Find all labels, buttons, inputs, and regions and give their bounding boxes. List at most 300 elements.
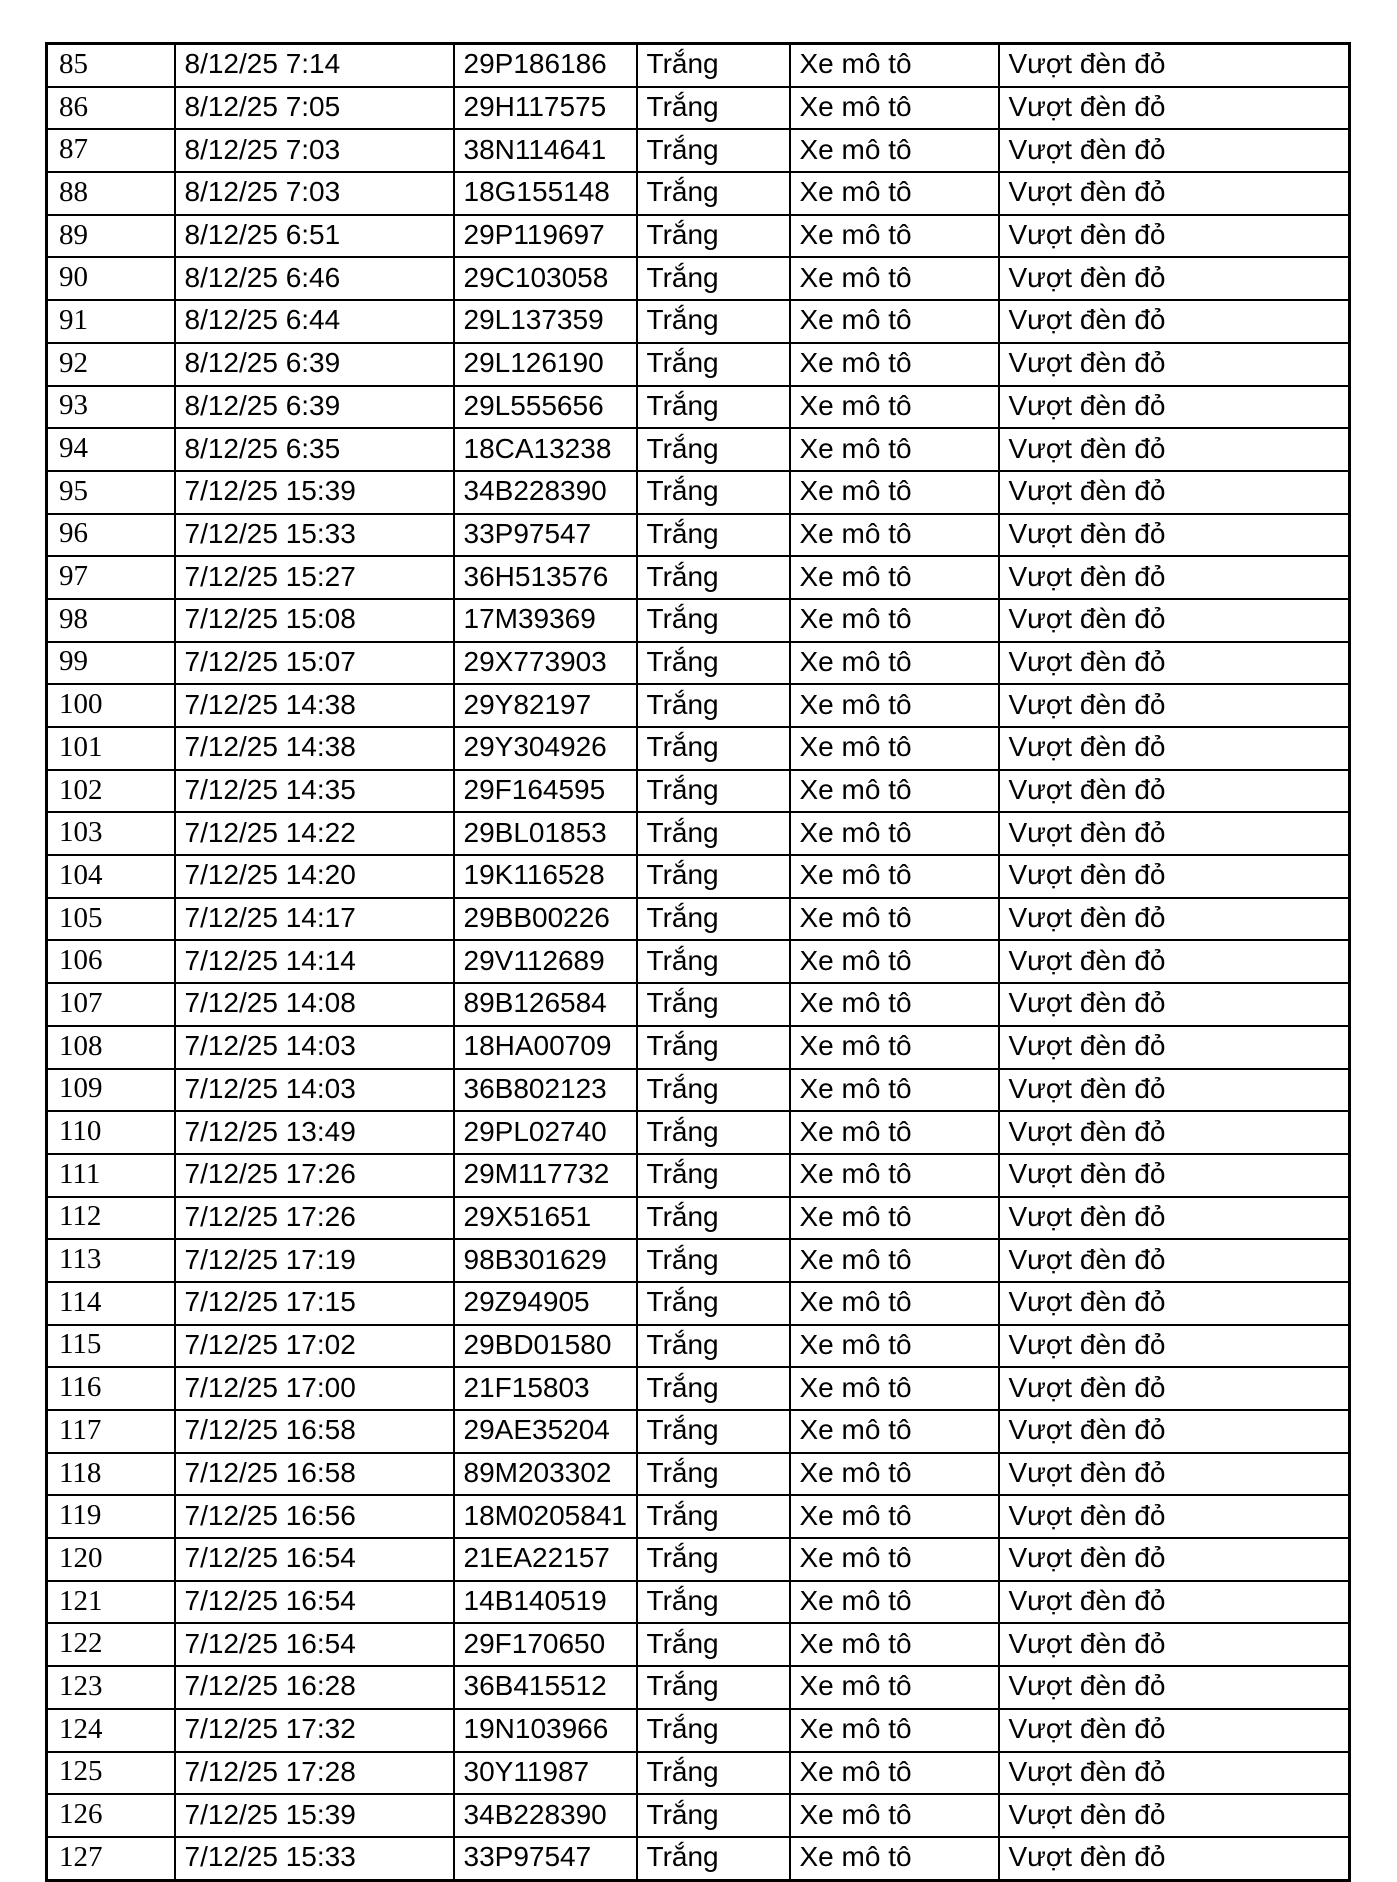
cell-color: Trắng <box>637 1282 790 1325</box>
cell-datetime: 7/12/25 17:26 <box>175 1154 454 1197</box>
cell-stt: 94 <box>47 428 175 471</box>
cell-datetime: 7/12/25 14:20 <box>175 855 454 898</box>
table-row <box>47 1026 1350 1069</box>
cell-plate: 29X773903 <box>454 642 637 685</box>
cell-violation: Vượt đèn đỏ <box>999 1197 1350 1240</box>
table-row <box>47 1666 1350 1709</box>
cell-violation: Vượt đèn đỏ <box>999 940 1350 983</box>
table-row <box>47 257 1350 300</box>
cell-vehicle: Xe mô tô <box>790 1752 999 1795</box>
cell-stt: 95 <box>47 471 175 514</box>
cell-violation: Vượt đèn đỏ <box>999 1026 1350 1069</box>
cell-violation: Vượt đèn đỏ <box>999 129 1350 172</box>
cell-vehicle: Xe mô tô <box>790 1794 999 1837</box>
cell-violation: Vượt đèn đỏ <box>999 1325 1350 1368</box>
cell-stt: 87 <box>47 129 175 172</box>
cell-vehicle: Xe mô tô <box>790 1367 999 1410</box>
cell-vehicle: Xe mô tô <box>790 1154 999 1197</box>
cell-plate: 34B228390 <box>454 1794 637 1837</box>
cell-color: Trắng <box>637 1239 790 1282</box>
cell-color: Trắng <box>637 44 790 87</box>
cell-vehicle: Xe mô tô <box>790 898 999 941</box>
cell-color: Trắng <box>637 386 790 429</box>
cell-vehicle: Xe mô tô <box>790 1581 999 1624</box>
cell-stt: 126 <box>47 1794 175 1837</box>
table-row <box>47 898 1350 941</box>
cell-color: Trắng <box>637 599 790 642</box>
cell-plate: 29C103058 <box>454 257 637 300</box>
cell-color: Trắng <box>637 129 790 172</box>
table-row <box>47 1837 1350 1880</box>
cell-color: Trắng <box>637 514 790 557</box>
cell-stt: 121 <box>47 1581 175 1624</box>
cell-vehicle: Xe mô tô <box>790 983 999 1026</box>
cell-violation: Vượt đèn đỏ <box>999 812 1350 855</box>
cell-violation: Vượt đèn đỏ <box>999 599 1350 642</box>
cell-plate: 29BB00226 <box>454 898 637 941</box>
cell-vehicle: Xe mô tô <box>790 44 999 87</box>
cell-datetime: 7/12/25 17:02 <box>175 1325 454 1368</box>
cell-violation: Vượt đèn đỏ <box>999 1794 1350 1837</box>
cell-stt: 102 <box>47 770 175 813</box>
cell-stt: 111 <box>47 1154 175 1197</box>
cell-color: Trắng <box>637 1410 790 1453</box>
cell-color: Trắng <box>637 556 790 599</box>
cell-vehicle: Xe mô tô <box>790 599 999 642</box>
table-row <box>47 129 1350 172</box>
cell-color: Trắng <box>637 684 790 727</box>
cell-vehicle: Xe mô tô <box>790 1495 999 1538</box>
cell-violation: Vượt đèn đỏ <box>999 514 1350 557</box>
cell-plate: 33P97547 <box>454 1837 637 1880</box>
cell-violation: Vượt đèn đỏ <box>999 983 1350 1026</box>
cell-datetime: 8/12/25 6:51 <box>175 215 454 258</box>
cell-vehicle: Xe mô tô <box>790 471 999 514</box>
cell-plate: 17M39369 <box>454 599 637 642</box>
cell-plate: 19K116528 <box>454 855 637 898</box>
cell-plate: 29Z94905 <box>454 1282 637 1325</box>
cell-plate: 29L555656 <box>454 386 637 429</box>
table-row <box>47 855 1350 898</box>
cell-violation: Vượt đèn đỏ <box>999 87 1350 130</box>
cell-stt: 114 <box>47 1282 175 1325</box>
cell-datetime: 7/12/25 16:54 <box>175 1623 454 1666</box>
cell-color: Trắng <box>637 428 790 471</box>
cell-stt: 115 <box>47 1325 175 1368</box>
cell-datetime: 8/12/25 6:39 <box>175 386 454 429</box>
cell-violation: Vượt đèn đỏ <box>999 343 1350 386</box>
cell-violation: Vượt đèn đỏ <box>999 1623 1350 1666</box>
cell-violation: Vượt đèn đỏ <box>999 855 1350 898</box>
cell-vehicle: Xe mô tô <box>790 770 999 813</box>
table-row <box>47 386 1350 429</box>
cell-plate: 18G155148 <box>454 172 637 215</box>
cell-plate: 38N114641 <box>454 129 637 172</box>
cell-vehicle: Xe mô tô <box>790 1197 999 1240</box>
cell-vehicle: Xe mô tô <box>790 855 999 898</box>
table-body <box>47 44 1350 1881</box>
cell-vehicle: Xe mô tô <box>790 812 999 855</box>
cell-vehicle: Xe mô tô <box>790 1538 999 1581</box>
cell-color: Trắng <box>637 855 790 898</box>
cell-color: Trắng <box>637 940 790 983</box>
cell-plate: 29F164595 <box>454 770 637 813</box>
cell-color: Trắng <box>637 1325 790 1368</box>
cell-vehicle: Xe mô tô <box>790 1111 999 1154</box>
cell-stt: 124 <box>47 1709 175 1752</box>
cell-color: Trắng <box>637 87 790 130</box>
cell-vehicle: Xe mô tô <box>790 1026 999 1069</box>
cell-violation: Vượt đèn đỏ <box>999 386 1350 429</box>
cell-plate: 36H513576 <box>454 556 637 599</box>
cell-plate: 29Y304926 <box>454 727 637 770</box>
cell-color: Trắng <box>637 727 790 770</box>
cell-stt: 86 <box>47 87 175 130</box>
cell-vehicle: Xe mô tô <box>790 172 999 215</box>
table-row <box>47 471 1350 514</box>
cell-plate: 29P119697 <box>454 215 637 258</box>
cell-color: Trắng <box>637 812 790 855</box>
cell-vehicle: Xe mô tô <box>790 727 999 770</box>
cell-violation: Vượt đèn đỏ <box>999 1837 1350 1880</box>
cell-stt: 100 <box>47 684 175 727</box>
cell-vehicle: Xe mô tô <box>790 300 999 343</box>
cell-datetime: 7/12/25 14:14 <box>175 940 454 983</box>
cell-datetime: 7/12/25 15:39 <box>175 1794 454 1837</box>
cell-stt: 97 <box>47 556 175 599</box>
cell-stt: 92 <box>47 343 175 386</box>
cell-color: Trắng <box>637 1709 790 1752</box>
table-row <box>47 1069 1350 1112</box>
cell-datetime: 7/12/25 15:27 <box>175 556 454 599</box>
cell-datetime: 8/12/25 7:14 <box>175 44 454 87</box>
table-row <box>47 727 1350 770</box>
table-row <box>47 1325 1350 1368</box>
cell-violation: Vượt đèn đỏ <box>999 1367 1350 1410</box>
cell-stt: 120 <box>47 1538 175 1581</box>
table-row <box>47 770 1350 813</box>
table-row <box>47 1367 1350 1410</box>
cell-color: Trắng <box>637 1666 790 1709</box>
cell-datetime: 7/12/25 14:38 <box>175 727 454 770</box>
cell-datetime: 7/12/25 14:03 <box>175 1069 454 1112</box>
table-row <box>47 599 1350 642</box>
cell-stt: 118 <box>47 1453 175 1496</box>
cell-violation: Vượt đèn đỏ <box>999 770 1350 813</box>
cell-plate: 30Y11987 <box>454 1752 637 1795</box>
cell-vehicle: Xe mô tô <box>790 642 999 685</box>
cell-violation: Vượt đèn đỏ <box>999 300 1350 343</box>
cell-datetime: 7/12/25 16:54 <box>175 1538 454 1581</box>
cell-color: Trắng <box>637 257 790 300</box>
table-row <box>47 1410 1350 1453</box>
cell-color: Trắng <box>637 1581 790 1624</box>
table-row <box>47 940 1350 983</box>
cell-plate: 29L126190 <box>454 343 637 386</box>
cell-stt: 119 <box>47 1495 175 1538</box>
table-row <box>47 1282 1350 1325</box>
cell-color: Trắng <box>637 983 790 1026</box>
cell-datetime: 7/12/25 17:19 <box>175 1239 454 1282</box>
table-row <box>47 1453 1350 1496</box>
table-row <box>47 343 1350 386</box>
table-row <box>47 1794 1350 1837</box>
cell-plate: 29P186186 <box>454 44 637 87</box>
cell-datetime: 7/12/25 16:54 <box>175 1581 454 1624</box>
cell-violation: Vượt đèn đỏ <box>999 1495 1350 1538</box>
cell-plate: 29X51651 <box>454 1197 637 1240</box>
cell-stt: 109 <box>47 1069 175 1112</box>
cell-color: Trắng <box>637 898 790 941</box>
cell-vehicle: Xe mô tô <box>790 1623 999 1666</box>
table-row <box>47 1623 1350 1666</box>
cell-plate: 98B301629 <box>454 1239 637 1282</box>
cell-violation: Vượt đèn đỏ <box>999 215 1350 258</box>
table-row <box>47 642 1350 685</box>
cell-datetime: 7/12/25 17:26 <box>175 1197 454 1240</box>
cell-plate: 36B802123 <box>454 1069 637 1112</box>
table-row <box>47 1111 1350 1154</box>
table-row <box>47 684 1350 727</box>
cell-stt: 103 <box>47 812 175 855</box>
cell-vehicle: Xe mô tô <box>790 1410 999 1453</box>
cell-plate: 34B228390 <box>454 471 637 514</box>
cell-violation: Vượt đèn đỏ <box>999 1069 1350 1112</box>
cell-datetime: 8/12/25 6:46 <box>175 257 454 300</box>
cell-datetime: 7/12/25 15:39 <box>175 471 454 514</box>
cell-color: Trắng <box>637 1495 790 1538</box>
cell-datetime: 7/12/25 15:08 <box>175 599 454 642</box>
cell-vehicle: Xe mô tô <box>790 129 999 172</box>
table-row <box>47 556 1350 599</box>
cell-vehicle: Xe mô tô <box>790 1709 999 1752</box>
cell-datetime: 7/12/25 16:56 <box>175 1495 454 1538</box>
cell-color: Trắng <box>637 642 790 685</box>
cell-datetime: 7/12/25 14:22 <box>175 812 454 855</box>
cell-plate: 29BL01853 <box>454 812 637 855</box>
cell-violation: Vượt đèn đỏ <box>999 1752 1350 1795</box>
cell-color: Trắng <box>637 1794 790 1837</box>
cell-vehicle: Xe mô tô <box>790 87 999 130</box>
cell-color: Trắng <box>637 1453 790 1496</box>
cell-datetime: 7/12/25 15:33 <box>175 514 454 557</box>
cell-plate: 29PL02740 <box>454 1111 637 1154</box>
violations-table <box>45 42 1351 1882</box>
cell-violation: Vượt đèn đỏ <box>999 898 1350 941</box>
cell-stt: 117 <box>47 1410 175 1453</box>
cell-plate: 29Y82197 <box>454 684 637 727</box>
cell-color: Trắng <box>637 1026 790 1069</box>
cell-violation: Vượt đèn đỏ <box>999 1239 1350 1282</box>
cell-vehicle: Xe mô tô <box>790 1239 999 1282</box>
table-row <box>47 1197 1350 1240</box>
table-row <box>47 1581 1350 1624</box>
cell-datetime: 8/12/25 6:39 <box>175 343 454 386</box>
cell-vehicle: Xe mô tô <box>790 257 999 300</box>
cell-vehicle: Xe mô tô <box>790 215 999 258</box>
cell-datetime: 7/12/25 17:15 <box>175 1282 454 1325</box>
cell-stt: 85 <box>47 44 175 87</box>
cell-plate: 29M117732 <box>454 1154 637 1197</box>
cell-datetime: 7/12/25 13:49 <box>175 1111 454 1154</box>
table-row <box>47 514 1350 557</box>
cell-plate: 29H117575 <box>454 87 637 130</box>
table-row <box>47 1752 1350 1795</box>
cell-datetime: 8/12/25 6:35 <box>175 428 454 471</box>
cell-color: Trắng <box>637 300 790 343</box>
cell-violation: Vượt đèn đỏ <box>999 471 1350 514</box>
table-row <box>47 87 1350 130</box>
cell-stt: 106 <box>47 940 175 983</box>
table-row <box>47 983 1350 1026</box>
table-row <box>47 1709 1350 1752</box>
cell-datetime: 7/12/25 14:08 <box>175 983 454 1026</box>
cell-stt: 113 <box>47 1239 175 1282</box>
cell-datetime: 7/12/25 16:58 <box>175 1410 454 1453</box>
cell-violation: Vượt đèn đỏ <box>999 1709 1350 1752</box>
cell-stt: 101 <box>47 727 175 770</box>
table-row <box>47 300 1350 343</box>
table-row <box>47 44 1350 87</box>
cell-stt: 90 <box>47 257 175 300</box>
cell-datetime: 7/12/25 14:17 <box>175 898 454 941</box>
cell-stt: 122 <box>47 1623 175 1666</box>
table-row <box>47 215 1350 258</box>
cell-stt: 98 <box>47 599 175 642</box>
cell-color: Trắng <box>637 1623 790 1666</box>
cell-color: Trắng <box>637 172 790 215</box>
table-row <box>47 1538 1350 1581</box>
cell-vehicle: Xe mô tô <box>790 343 999 386</box>
cell-violation: Vượt đèn đỏ <box>999 642 1350 685</box>
cell-stt: 91 <box>47 300 175 343</box>
cell-stt: 89 <box>47 215 175 258</box>
cell-vehicle: Xe mô tô <box>790 1666 999 1709</box>
table-row <box>47 428 1350 471</box>
cell-violation: Vượt đèn đỏ <box>999 556 1350 599</box>
cell-vehicle: Xe mô tô <box>790 1837 999 1880</box>
cell-color: Trắng <box>637 1111 790 1154</box>
cell-datetime: 7/12/25 17:28 <box>175 1752 454 1795</box>
cell-violation: Vượt đèn đỏ <box>999 1666 1350 1709</box>
cell-plate: 19N103966 <box>454 1709 637 1752</box>
cell-plate: 21F15803 <box>454 1367 637 1410</box>
cell-datetime: 8/12/25 6:44 <box>175 300 454 343</box>
cell-vehicle: Xe mô tô <box>790 1325 999 1368</box>
cell-stt: 96 <box>47 514 175 557</box>
cell-violation: Vượt đèn đỏ <box>999 1453 1350 1496</box>
cell-vehicle: Xe mô tô <box>790 556 999 599</box>
table-row <box>47 172 1350 215</box>
cell-violation: Vượt đèn đỏ <box>999 1538 1350 1581</box>
cell-violation: Vượt đèn đỏ <box>999 1581 1350 1624</box>
cell-vehicle: Xe mô tô <box>790 428 999 471</box>
cell-color: Trắng <box>637 1367 790 1410</box>
cell-color: Trắng <box>637 343 790 386</box>
cell-stt: 93 <box>47 386 175 429</box>
cell-plate: 29V112689 <box>454 940 637 983</box>
cell-stt: 127 <box>47 1837 175 1880</box>
cell-datetime: 7/12/25 14:38 <box>175 684 454 727</box>
cell-plate: 33P97547 <box>454 514 637 557</box>
table-row <box>47 1239 1350 1282</box>
cell-plate: 29L137359 <box>454 300 637 343</box>
table-row <box>47 1154 1350 1197</box>
cell-stt: 116 <box>47 1367 175 1410</box>
cell-vehicle: Xe mô tô <box>790 386 999 429</box>
cell-color: Trắng <box>637 215 790 258</box>
cell-plate: 18M0205841 <box>454 1495 637 1538</box>
cell-violation: Vượt đèn đỏ <box>999 428 1350 471</box>
cell-plate: 21EA22157 <box>454 1538 637 1581</box>
cell-plate: 29F170650 <box>454 1623 637 1666</box>
cell-violation: Vượt đèn đỏ <box>999 1282 1350 1325</box>
cell-datetime: 7/12/25 15:07 <box>175 642 454 685</box>
cell-color: Trắng <box>637 770 790 813</box>
cell-violation: Vượt đèn đỏ <box>999 684 1350 727</box>
cell-stt: 112 <box>47 1197 175 1240</box>
cell-datetime: 7/12/25 14:35 <box>175 770 454 813</box>
cell-datetime: 7/12/25 16:28 <box>175 1666 454 1709</box>
cell-datetime: 8/12/25 7:03 <box>175 172 454 215</box>
cell-plate: 29BD01580 <box>454 1325 637 1368</box>
cell-plate: 18HA00709 <box>454 1026 637 1069</box>
cell-datetime: 7/12/25 14:03 <box>175 1026 454 1069</box>
cell-plate: 14B140519 <box>454 1581 637 1624</box>
cell-color: Trắng <box>637 1154 790 1197</box>
cell-violation: Vượt đèn đỏ <box>999 1410 1350 1453</box>
cell-datetime: 7/12/25 16:58 <box>175 1453 454 1496</box>
cell-plate: 36B415512 <box>454 1666 637 1709</box>
cell-color: Trắng <box>637 1752 790 1795</box>
cell-vehicle: Xe mô tô <box>790 684 999 727</box>
cell-datetime: 7/12/25 17:32 <box>175 1709 454 1752</box>
cell-violation: Vượt đèn đỏ <box>999 172 1350 215</box>
table-row <box>47 1495 1350 1538</box>
cell-color: Trắng <box>637 1197 790 1240</box>
cell-color: Trắng <box>637 1538 790 1581</box>
cell-vehicle: Xe mô tô <box>790 1282 999 1325</box>
cell-stt: 125 <box>47 1752 175 1795</box>
cell-stt: 88 <box>47 172 175 215</box>
cell-datetime: 8/12/25 7:05 <box>175 87 454 130</box>
cell-plate: 18CA13238 <box>454 428 637 471</box>
cell-stt: 123 <box>47 1666 175 1709</box>
cell-stt: 104 <box>47 855 175 898</box>
cell-violation: Vượt đèn đỏ <box>999 1111 1350 1154</box>
cell-vehicle: Xe mô tô <box>790 1069 999 1112</box>
cell-color: Trắng <box>637 1069 790 1112</box>
cell-stt: 99 <box>47 642 175 685</box>
cell-violation: Vượt đèn đỏ <box>999 44 1350 87</box>
cell-color: Trắng <box>637 1837 790 1880</box>
cell-stt: 110 <box>47 1111 175 1154</box>
cell-plate: 89M203302 <box>454 1453 637 1496</box>
cell-stt: 105 <box>47 898 175 941</box>
cell-violation: Vượt đèn đỏ <box>999 257 1350 300</box>
cell-datetime: 8/12/25 7:03 <box>175 129 454 172</box>
cell-vehicle: Xe mô tô <box>790 514 999 557</box>
cell-vehicle: Xe mô tô <box>790 940 999 983</box>
cell-plate: 89B126584 <box>454 983 637 1026</box>
table-row <box>47 812 1350 855</box>
cell-stt: 108 <box>47 1026 175 1069</box>
cell-vehicle: Xe mô tô <box>790 1453 999 1496</box>
cell-violation: Vượt đèn đỏ <box>999 727 1350 770</box>
cell-violation: Vượt đèn đỏ <box>999 1154 1350 1197</box>
cell-color: Trắng <box>637 471 790 514</box>
cell-plate: 29AE35204 <box>454 1410 637 1453</box>
